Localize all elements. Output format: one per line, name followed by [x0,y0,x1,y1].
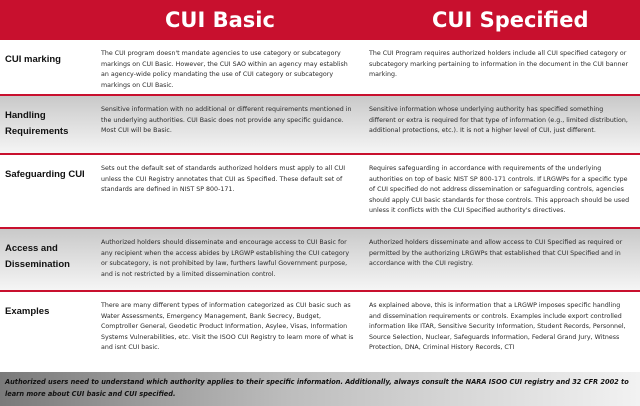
table-header [0,0,640,40]
cui-basic-cell: Authorized holders should disseminate and encourage access to CUI Basic for any recipient when the access abides by LRGWP establishing the CUI category or subcategory, is not prohibited by law, furthers lawful Government purpose, and is not restricted by a limited dissemination control. [101,239,350,278]
footer-text: Authorized users need to understand which authority applies to their specific information. Additionally, always consult the NARA ISOO CUI registry and 32 CFR 2002 to learn more about CUI basic and CUI specified. [5,378,629,398]
column-header-cui-specified: CUI Specified [432,8,589,32]
table-row-access-and-dissemination [0,229,640,292]
cui-specified-cell: Authorized holders disseminate and allow access to CUI Specified as required or permitted by the authorizing LRGWPs that established that CUI Specified and in accordance with the CUI registry. [369,239,623,267]
cui-basic-cell: There are many different types of information categorized as CUI basic such as Water Assessments, Emergency Management, Bank Secrecy, Budget, Comptroller General, Geodetic Product Information, Asylee, Visas, Information Systems Vulnerabilities, etc. Visit the ISOO CUI Registry to learn more of what is and isnt CUI basic. [101,302,354,351]
row-label: Handling Requirements [5,110,69,137]
cui-specified-cell: Sensitive information whose underlying authority has specified something different or extra is required for that type of information (e.g., limited distribution, additional protections, etc.). It is not a higher level of CUI, just different. [369,106,628,134]
row-label: Access and Dissemination [5,243,70,270]
cui-specified-cell: Requires safeguarding in accordance with requirements of the underlying authorities on top of basic NIST SP 800-171 controls. If LRGWPs for a specific type of CUI specified do not address dissemination or safeguarding controls, agencies should apply CUI basic standards for those controls. This approach should be used unless it conflicts with the CUI Specified authority's directives. [369,165,630,214]
row-label: Safeguarding CUI [5,169,85,180]
cui-basic-cell: The CUI program doesn't mandate agencies to use category or subcategory markings on CUI Basic. However, the CUI SAO within an agency may establish an agency-wide policy mandating the use of CUI category or subcategory markings on CUI Basic. [101,50,348,89]
row-label: Examples [5,306,50,317]
cui-basic-cell: Sets out the default set of standards authorized holders must apply to all CUI unless the CUI Registry annotates that CUI as Specified. These default set of standards are defined in NIST SP 800-171. [101,165,346,193]
row-label: CUI marking [5,54,61,65]
table-row-cui-marking [0,40,640,96]
column-header-cui-basic: CUI Basic [165,8,275,32]
cui-specified-cell: As explained above, this is information that a LRGWP imposes specific handling and dissemination requirements or controls. Examples include export controlled information like ITAR, Sensitive Security Information, Student Records, Personnel, Source Selection, Nuclear, Safeguards Information, Federal Grand Jury, Witness Protection, DNA, Criminal History Records, CTI [369,302,626,351]
table-row-safeguarding-cui [0,155,640,229]
table-row-examples [0,292,640,372]
footer-note [0,372,640,406]
cui-specified-cell: The CUI Program requires authorized holders include all CUI specified category or subcategory marking pertaining to information in the document in the CUI banner marking. [369,50,629,78]
cui-basic-cell: Sensitive information with no additional or different requirements mentioned in the underlying authorities. CUI Basic does not provide any specific guidance. Most CUI will be Basic. [101,106,352,134]
table-row-handling-requirements [0,96,640,155]
